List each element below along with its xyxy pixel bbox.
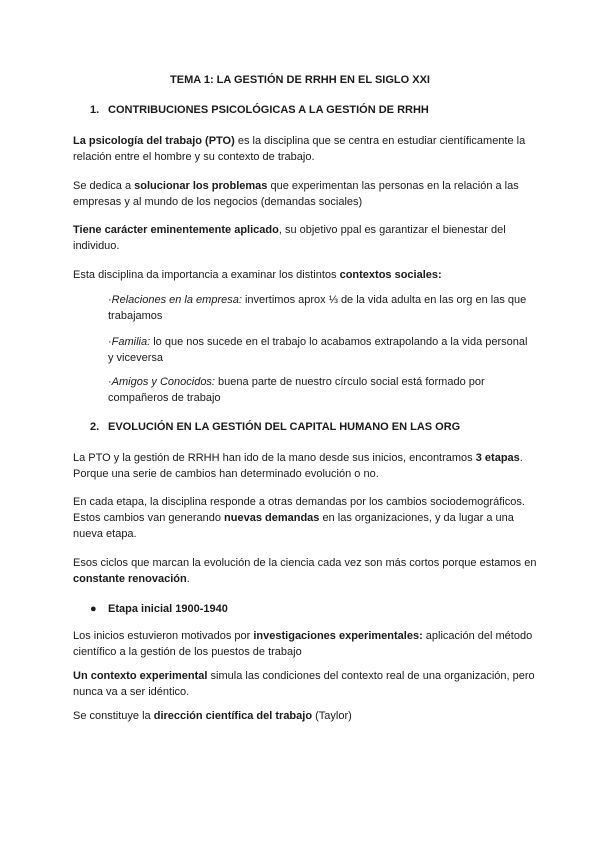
context-text: lo que nos sucede en el trabajo lo acabamos extrapolando a la vida personal y viceversa (108, 336, 528, 364)
paragraph-text: . (186, 573, 190, 585)
bold-term: nuevas demandas (224, 512, 320, 524)
context-item (108, 292, 528, 324)
bullet-dot-icon: ● (90, 603, 97, 615)
paragraph-text: (Taylor) (312, 710, 352, 722)
paragraph (73, 267, 543, 283)
context-text: buena parte de nuestro círculo social está formado por compañeros de trabajo (108, 376, 485, 404)
section-number: 2. (90, 421, 100, 433)
bold-term: dirección científica del trabajo (153, 710, 313, 722)
paragraph-text: , su objetivo ppal es garantizar el bienestar del individuo. (73, 224, 506, 252)
bold-term: solucionar los problemas (134, 180, 268, 192)
paragraph (73, 222, 543, 254)
bullet-item (90, 601, 228, 617)
bold-term: constante renovación (73, 573, 187, 585)
paragraph (73, 450, 543, 482)
paragraph-text: Se dedica a (73, 180, 135, 192)
bold-term: Tiene carácter eminentemente aplicado (73, 224, 279, 236)
paragraph (73, 668, 543, 700)
paragraph-text: La PTO y la gestión de RRHH han ido de la mano desde sus inicios, encontramos (73, 452, 476, 464)
context-label: ·Familia: (108, 336, 151, 348)
paragraph-text: en las organizaciones, y da lugar a una nueva etapa. (73, 512, 514, 540)
paragraph-text: Se constituye la (73, 710, 154, 722)
paragraph (73, 555, 543, 587)
bullet-text: Etapa inicial 1900-1940 (108, 603, 228, 615)
paragraph-text: Esos ciclos que marcan la evolución de la ciencia cada vez son más cortos porque estamos en (73, 557, 537, 569)
bold-term: investigaciones experimentales: (253, 630, 423, 642)
paragraph-text: es la disciplina que se centra en estudiar científicamente la relación entre el hombre y su contexto de trabajo. (73, 135, 526, 163)
bold-term: Un contexto experimental (73, 670, 208, 682)
paragraph-text: que experimentan las personas en la relación a las empresas y al mundo de los negocios (demandas sociales) (73, 180, 519, 208)
paragraph (73, 628, 543, 660)
paragraph-text: En cada etapa, la disciplina responde a otras demandas por los cambios sociodemográficos. Estos cambios van generando (73, 496, 525, 524)
context-item (108, 334, 528, 366)
section-heading-text: CONTRIBUCIONES PSICOLÓGICAS A LA GESTIÓN DE RRHH (108, 104, 429, 116)
section-heading-text: EVOLUCIÓN EN LA GESTIÓN DEL CAPITAL HUMANO EN LAS ORG (108, 421, 461, 433)
bold-term: 3 etapas (475, 452, 520, 464)
context-label: ·Relaciones en la empresa: (108, 294, 242, 306)
paragraph (73, 708, 543, 724)
paragraph-text: Esta disciplina da importancia a examinar los distintos (73, 269, 340, 281)
context-label: ·Amigos y Conocidos: (108, 376, 215, 388)
document-title: TEMA 1: LA GESTIÓN DE RRHH EN EL SIGLO XXI (170, 74, 430, 86)
section-heading-1 (90, 102, 429, 118)
paragraph-text: . Porque una serie de cambios han determinado evolución o no. (73, 452, 523, 480)
paragraph-text: aplicación del método científico a la gestión de los puestos de trabajo (73, 630, 533, 658)
section-heading-2 (90, 419, 460, 435)
paragraph-text: simula las condiciones del contexto real de una organización, pero nunca va a ser idéntico. (73, 670, 535, 698)
paragraph (73, 178, 543, 210)
paragraph (73, 494, 543, 542)
bold-term: La psicología del trabajo (PTO) (73, 135, 235, 147)
bold-term: contextos sociales: (339, 269, 442, 281)
section-number: 1. (90, 104, 100, 116)
context-text: invertimos aprox ⅓ de la vida adulta en las org en las que trabajamos (108, 294, 527, 322)
paragraph (73, 133, 543, 165)
paragraph-text: Los inicios estuvieron motivados por (73, 630, 254, 642)
context-item (108, 374, 528, 406)
